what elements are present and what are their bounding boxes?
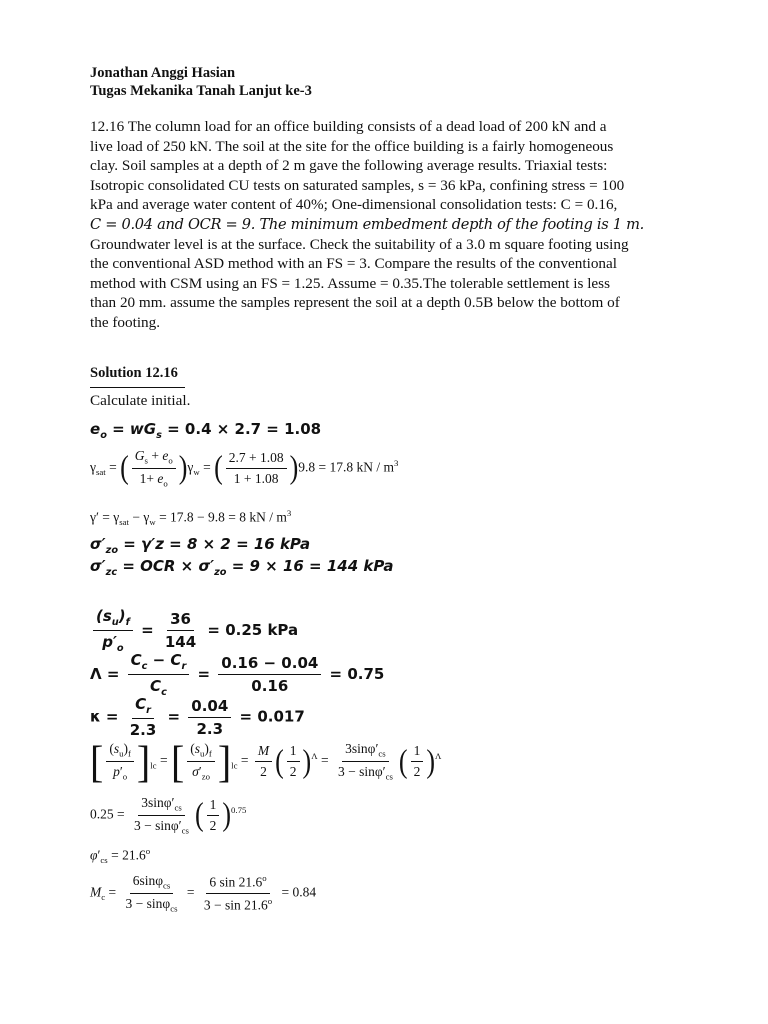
problem-line: kPa and average water content of 40%; One-dimensional consolidation tests: C = 0.16, [90, 196, 618, 214]
equation-mc: $M_c$ = $\frac{6\sin\varphi_{cs}}{3 - \sin\varphi_{cs}}$ = $\frac{6 \sin 21.6^o}{3 - \sin 21.6^o}$ = 0.84 [90, 873, 317, 914]
problem-line: live load of 250 kN. The soil at the site for the office building is a fairly homogeneous [90, 137, 614, 155]
problem-line: method with CSM using an FS = 1.25. Assume = 0.35.The tolerable settlement is less [90, 274, 610, 292]
problem-line: the footing. [90, 313, 161, 331]
solution-intro: Calculate initial. [90, 392, 191, 409]
equation-void-ratio: $e_o = wG_s = 0.4 \times 2.7 = 1.08$ [90, 420, 322, 441]
equation-sigma-zo: $\sigma'_{zo} = \gamma'z = 8 \times 2 = 16$ kPa [90, 535, 311, 556]
equation-gamma-sat: $\gamma_{sat}$ = ( $\frac{G_s + e_o}{1+ e_o}$ )$\gamma_w$ = ( $\frac{2.7 + 1.08}{1 + 1.08}$ )9.8 = 17.8 kN / $m^3$ [90, 448, 399, 489]
problem-line: Groundwater level is at the surface. Check the suitability of a 3.0 m square footing using [90, 235, 629, 253]
problem-line: Isotropic consolidated CU tests on saturated samples, s = 36 kPa, confining stress = 100 [90, 176, 625, 194]
equation-solve-phi: 0.25 = $\frac{3\sin\varphi'_{cs}}{3 - \sin\varphi'_{cs}}$ ( $\frac{1}{2}$ )$^{0.75}$ [90, 795, 247, 836]
assignment-title: Tugas Mekanika Tanah Lanjut ke-3 [90, 83, 312, 99]
equation-sigma-zc: $\sigma'_{zc}$ = OCR × $\sigma'_{zo} = 9 \times 16 = 144$ kPa [90, 557, 394, 578]
equation-phi-cs: $\varphi'_{cs} = 21.6^o$ [90, 846, 151, 866]
equation-strength-ratio: [ $\frac{(s_u)_f}{p'_o}$ ]$_{lc}$ = [ $\frac{(s_u)_f}{\sigma'_{zo}}$ ]$_{lc}$ = $\frac{M}{2}$ ( $\frac{1}{2}$ )$^\Lambda$ = $\frac{3\sin\varphi'_{cs}}{3 - \sin\varphi'_{cs}}$ ( $\frac{1}{2}$ )$^\Lambda$ [90, 736, 442, 787]
problem-line: C = 0.04 and OCR = 9. The minimum embedment depth of the footing is 1 m. [90, 215, 645, 233]
equation-su-ratio: $\frac{(s_u)_f}{p'_o}$ = $\frac{36}{144}$ = 0.25 kPa [90, 607, 298, 654]
problem-line: than 20 mm. assume the samples represent the soil at a depth 0.5B below the bottom of [90, 294, 620, 312]
equation-lambda: Λ = $\frac{C_c - C_r}{C_c}$ = $\frac{0.16 - 0.04}{0.16}$ = 0.75 [90, 651, 385, 698]
problem-statement [90, 117, 675, 333]
author-name: Jonathan Anggi Hasian [90, 65, 236, 81]
problem-line: the conventional ASD method with an FS = 3. Compare the results of the conventional [90, 255, 617, 273]
problem-line: clay. Soil samples at a depth of 2 m gave the following average results. Triaxial tests: [90, 157, 608, 175]
equation-kappa: κ = $\frac{C_r}{2.3}$ = $\frac{0.04}{2.3}$ = 0.017 [90, 695, 305, 739]
equation-gamma-prime: $\gamma' = \gamma_{sat} - \gamma_w = 17.8 - 9.8 = 8$ kN / $m^3$ [90, 508, 292, 528]
problem-line: 12.16 The column load for an office building consists of a dead load of 200 kN and a [90, 118, 607, 135]
solution-heading: Solution 12.16 [90, 365, 185, 388]
